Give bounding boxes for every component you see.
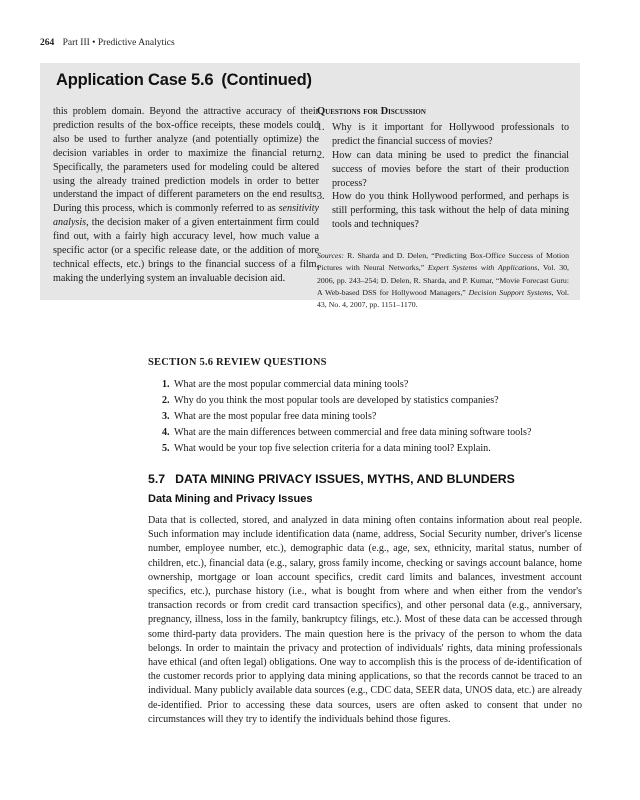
section-title-text: DATA MINING PRIVACY ISSUES, MYTHS, AND BLUNDERS xyxy=(175,472,515,486)
review-question-number: 1. xyxy=(162,379,170,390)
journal-title: Expert Systems with Applications xyxy=(427,263,538,273)
section-number: 5.7 xyxy=(148,472,166,486)
case-continued: (Continued) xyxy=(221,71,312,89)
case-title-text: Application Case 5.6 xyxy=(56,71,214,89)
review-question xyxy=(162,393,588,409)
discussion-question xyxy=(317,149,569,191)
review-question-text: Why do you think the most popular tools are developed by statistics companies? xyxy=(174,395,499,406)
section-title xyxy=(148,472,515,486)
case-right-column xyxy=(317,105,569,311)
case-text-italic-term: sensitivity analysis xyxy=(53,203,319,229)
discussion-question xyxy=(317,121,569,149)
sources-text: R. Sharda and D. Delen, “Predicting Box-Office Success of Motion Pictures with Neural Networks,” xyxy=(317,251,569,273)
case-body-left-column xyxy=(53,105,319,286)
discussion-question xyxy=(317,190,569,232)
part-label: Part III xyxy=(62,38,90,48)
review-questions-section xyxy=(148,357,588,457)
sources-citation xyxy=(317,250,569,311)
case-text-part1: this problem domain. Beyond the attractive accuracy of their prediction results of the box-office receipts, these models could also be used to further analyze (and potentially optimize) the decision variables in order to maximize the financial return. Specifically, the parameters used for modeling could be altered using the already trained prediction models in order to better understand the impact of different parameters on the end results. During this process, which is commonly referred to as xyxy=(53,106,319,215)
journal-title: Decision Support Systems xyxy=(468,287,552,297)
part-title: Predictive Analytics xyxy=(97,38,175,48)
running-head xyxy=(40,38,175,48)
review-question xyxy=(162,441,588,457)
questions-heading: Questions for Discussion xyxy=(317,106,426,117)
sources-text: , Vol. 43, No. 4, 2007, pp. 1151–1170. xyxy=(317,287,569,309)
case-title xyxy=(56,71,312,90)
review-question-text: What are the main differences between commercial and free data mining software tools? xyxy=(174,427,532,438)
subsection-title: Data Mining and Privacy Issues xyxy=(148,493,313,505)
question-number: 2. xyxy=(317,149,325,161)
case-text-part2: , the decision maker of a given entertainment firm could find out, with a fairly high accuracy level, how much value a specific actor (or a specific release date, or the addition of more technical effects, etc.) brings to the financial success of a film, making the underlying system an invaluable decision aid. xyxy=(53,217,319,284)
review-question-number: 3. xyxy=(162,411,170,422)
question-number: 1. xyxy=(317,121,325,133)
sources-text: , Vol. 30, 2006, pp. 243–254; D. Delen, R. Sharda, and P. Kumar, “Movie Forecast Guru: A Web-based DSS for Hollywood Managers,” xyxy=(317,263,569,297)
application-case-box xyxy=(40,63,580,309)
review-heading: SECTION 5.6 REVIEW QUESTIONS xyxy=(148,357,327,368)
review-question-text: What are the most popular free data mining tools? xyxy=(174,411,377,422)
review-question-text: What are the most popular commercial data mining tools? xyxy=(174,379,409,390)
review-question-number: 2. xyxy=(162,395,170,406)
question-number: 3. xyxy=(317,191,325,203)
review-question xyxy=(162,425,588,441)
question-text: How do you think Hollywood performed, and perhaps is still performing, this task without the help of data mining tools and techniques? xyxy=(332,191,569,231)
page-number: 264 xyxy=(40,38,55,48)
discussion-questions-list xyxy=(317,121,569,232)
review-question-number: 5. xyxy=(162,443,170,454)
review-question-text: What would be your top five selection criteria for a data mining tool? Explain. xyxy=(174,443,491,454)
review-question xyxy=(162,377,588,393)
review-questions-list xyxy=(148,377,588,457)
question-text: How can data mining be used to predict the financial success of movies before the start of their production process? xyxy=(332,149,569,189)
sources-label: Sources: xyxy=(317,251,344,261)
review-question xyxy=(162,409,588,425)
bullet-separator: • xyxy=(92,38,96,48)
body-paragraph: Data that is collected, stored, and analyzed in data mining often contains information about real people. Such information may include identification data (name, address, Social Security number, driver's license number, employee number, etc.), demographic data (e.g., age, sex, ethnicity, marital status, number of children, etc.), financial data (e.g., salary, gross family income, checking or savings account balance, home ownership, mortgage or loan account specifics, credit card limits and balances, investment account specifics, etc.), purchase history (i.e., what is bought from where and when either from the vendor's transaction records or from credit card transaction specifics), and other personal data (e.g., anniversary, pregnancy, illness, loss in the family, bankruptcy filings, etc.). Most of these data can be accessed through some third-party data providers. The main question here is the privacy of the person to whom the data belongs. In order to maintain the privacy and protection of individuals' rights, data mining professionals have ethical (and often legal) obligations. One way to accomplish this is the process of de-identification of the customer records prior to applying data mining applications, so that the records cannot be traced to an individual. Many publicly available data sources (e.g., CDC data, SEER data, UNOS data, etc.) are already de-identified. Prior to accessing these data sources, users are often asked to consent that under no circumstances will they try to identify the individuals behind those figures. xyxy=(148,515,582,725)
question-text: Why is it important for Hollywood professionals to predict the financial success of movies? xyxy=(332,121,569,147)
review-question-number: 4. xyxy=(162,427,170,438)
